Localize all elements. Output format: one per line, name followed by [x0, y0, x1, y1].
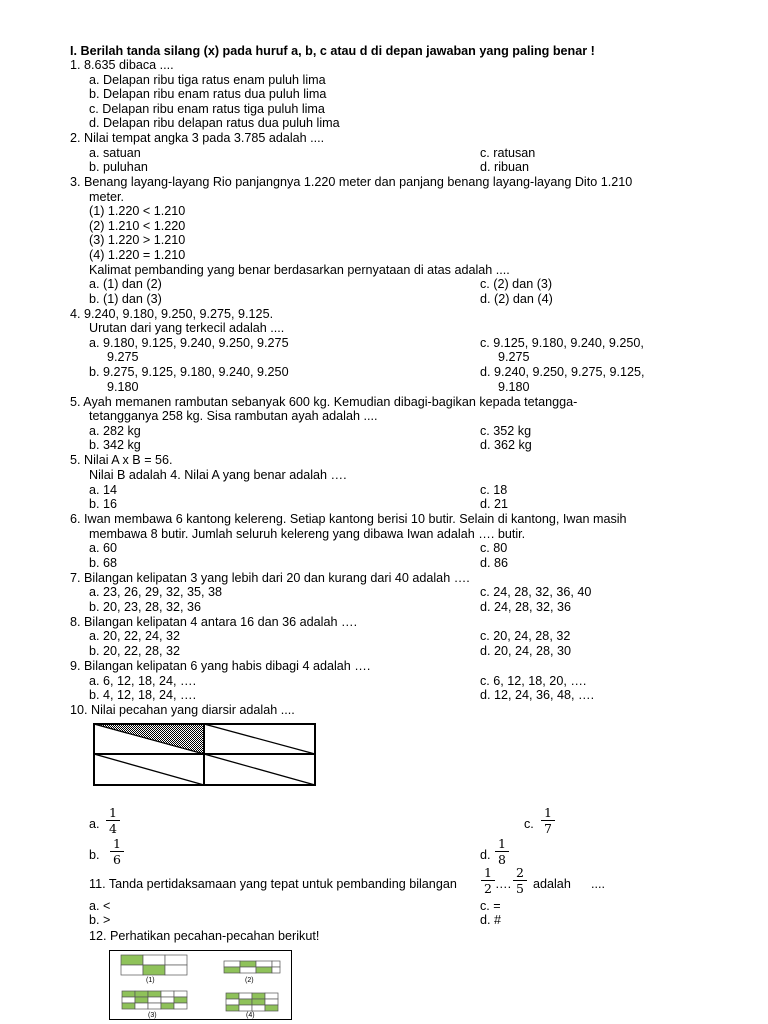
question-12-picture-3-cell [122, 1003, 135, 1009]
question-12-picture-4-cell [239, 1005, 252, 1011]
question-2-option-b[interactable]: b. puluhan [89, 160, 148, 174]
question-5b-option-c[interactable]: c. 18 [480, 483, 508, 497]
question-12-picture-3-cell [174, 991, 187, 997]
question-12-picture-1-cell [143, 955, 165, 965]
question-12-picture-1-cell [143, 965, 165, 975]
question-4-option-a-cont: 9.275 [107, 350, 139, 364]
question-7-option-c[interactable]: c. 24, 28, 32, 36, 40 [480, 585, 592, 599]
question-12-picture-4-cell [239, 999, 252, 1005]
question-12-picture-2-cell [272, 967, 280, 973]
question-11-option-a[interactable]: a. < [89, 899, 111, 913]
question-1-stem: 1. 8.635 dibaca .... [70, 58, 174, 72]
question-10-option-c-fraction[interactable]: 1 7 [541, 806, 555, 835]
question-2-stem: 2. Nilai tempat angka 3 pada 3.785 adalah .... [70, 131, 325, 145]
question-12-picture-1-cell [121, 955, 143, 965]
question-12-picture-3-cell [122, 991, 135, 997]
question-4-option-b[interactable]: b. 9.275, 9.125, 9.180, 9.240, 9.250 [89, 365, 289, 379]
question-12-picture-4 [226, 993, 278, 1011]
question-5a-option-a[interactable]: a. 282 kg [89, 424, 141, 438]
question-6-stem-line-1: 6. Iwan membawa 6 kantong kelereng. Setiap kantong berisi 10 butir. Selain di kantong, Iwan masih [70, 512, 627, 526]
question-12-picture-3-cell [135, 997, 148, 1003]
question-10-option-a-fraction[interactable]: 1 4 [106, 806, 120, 835]
question-1-option-b[interactable]: b. Delapan ribu enam ratus dua puluh lima [89, 87, 327, 101]
question-9-option-a[interactable]: a. 6, 12, 18, 24, …. [89, 674, 197, 688]
question-3-option-a[interactable]: a. (1) dan (2) [89, 277, 162, 291]
question-10-option-a-label[interactable]: a. [89, 817, 100, 831]
question-12-label-3: (3) [148, 1012, 157, 1019]
question-11-option-c[interactable]: c. = [480, 899, 501, 913]
question-12-picture-4-cell [252, 993, 265, 999]
question-7-stem: 7. Bilangan kelipatan 3 yang lebih dari 20 dan kurang dari 40 adalah …. [70, 571, 470, 585]
question-3-statement-3: (3) 1.220 > 1.210 [89, 233, 186, 247]
question-12-label-1: (1) [146, 977, 155, 984]
question-12-picture-2-cell [224, 961, 240, 967]
question-4-option-d-cont: 9.180 [498, 380, 530, 394]
question-11-option-b[interactable]: b. > [89, 913, 111, 927]
question-2-option-d[interactable]: d. ribuan [480, 160, 530, 174]
question-10-stem: 10. Nilai pecahan yang diarsir adalah .... [70, 703, 295, 717]
question-11-fraction-2: 2 5 [513, 866, 527, 895]
question-12-fraction-pictures [110, 951, 290, 1018]
question-5b-option-a[interactable]: a. 14 [89, 483, 118, 497]
question-5b-stem: 5. Nilai A x B = 56. [70, 453, 173, 467]
question-7-option-b[interactable]: b. 20, 23, 28, 32, 36 [89, 600, 202, 614]
question-6-option-c[interactable]: c. 80 [480, 541, 508, 555]
question-9-option-c[interactable]: c. 6, 12, 18, 20, …. [480, 674, 587, 688]
question-12-picture-2-cell [240, 967, 256, 973]
question-5a-stem-line-2: tetangganya 258 kg. Sisa rambutan ayah adalah .... [89, 409, 378, 423]
question-8-option-d[interactable]: d. 20, 24, 28, 30 [480, 644, 572, 658]
question-10-option-d-fraction[interactable]: 1 8 [495, 837, 509, 866]
question-6-option-d[interactable]: d. 86 [480, 556, 509, 570]
question-11-option-d[interactable]: d. # [480, 913, 502, 927]
question-10-shaded-rectangle-figure [92, 722, 318, 788]
question-12-picture-3-cell [174, 997, 187, 1003]
question-9-option-d[interactable]: d. 12, 24, 36, 48, …. [480, 688, 595, 702]
question-3-statement-1: (1) 1.220 < 1.210 [89, 204, 186, 218]
question-12-picture-3-cell [148, 1003, 161, 1009]
question-12-picture-3-cell [174, 1003, 187, 1009]
question-4-option-c[interactable]: c. 9.125, 9.180, 9.240, 9.250, [480, 336, 644, 350]
question-11-tail: adalah [533, 877, 571, 891]
question-12-picture-3 [122, 991, 187, 1009]
question-5a-option-c[interactable]: c. 352 kg [480, 424, 532, 438]
question-10-option-d-label[interactable]: d. [480, 848, 491, 862]
question-12-picture-2-cell [224, 967, 240, 973]
question-8-option-a[interactable]: a. 20, 22, 24, 32 [89, 629, 181, 643]
question-2-option-c[interactable]: c. ratusan [480, 146, 536, 160]
question-12-picture-3-cell [148, 997, 161, 1003]
question-5b-option-b[interactable]: b. 16 [89, 497, 118, 511]
question-10-option-c-label[interactable]: c. [524, 817, 534, 831]
question-3-stem-line-1: 3. Benang layang-layang Rio panjangnya 1.220 meter dan panjang benang layang-layang Dito 1.210 [70, 175, 633, 189]
question-12-picture-3-cell [148, 991, 161, 997]
question-7-option-a[interactable]: a. 23, 26, 29, 32, 35, 38 [89, 585, 223, 599]
question-12-picture-1-cell [121, 965, 143, 975]
question-10-option-b-label[interactable]: b. [89, 848, 100, 862]
question-5a-option-b[interactable]: b. 342 kg [89, 438, 141, 452]
question-12-stem: 12. Perhatikan pecahan-pecahan berikut! [89, 929, 320, 943]
question-12-picture-3-cell [161, 1003, 174, 1009]
question-2-option-a[interactable]: a. satuan [89, 146, 141, 160]
question-3-stem-line-2: meter. [89, 190, 124, 204]
question-4-option-b-cont: 9.180 [107, 380, 139, 394]
question-10-option-b-fraction[interactable]: 1 6 [110, 837, 124, 866]
instruction-heading: I. Berilah tanda silang (x) pada huruf a, b, c atau d di depan jawaban yang paling benar ! [70, 44, 595, 58]
question-1-option-a[interactable]: a. Delapan ribu tiga ratus enam puluh lima [89, 73, 326, 87]
question-4-ask: Urutan dari yang terkecil adalah .... [89, 321, 285, 335]
question-9-stem: 9. Bilangan kelipatan 6 yang habis dibagi 4 adalah …. [70, 659, 371, 673]
question-9-option-b[interactable]: b. 4, 12, 18, 24, …. [89, 688, 197, 702]
question-11-stem: 11. Tanda pertidaksamaan yang tepat untuk pembanding bilangan [89, 877, 457, 891]
question-8-option-c[interactable]: c. 20, 24, 28, 32 [480, 629, 571, 643]
question-12-picture-1 [121, 955, 187, 975]
question-3-ask: Kalimat pembanding yang benar berdasarkan pernyataan di atas adalah .... [89, 263, 510, 277]
question-12-picture-1-cell [165, 965, 187, 975]
question-12-figure-box [109, 950, 292, 1020]
question-4-option-a[interactable]: a. 9.180, 9.125, 9.240, 9.250, 9.275 [89, 336, 289, 350]
question-5b-option-d[interactable]: d. 21 [480, 497, 509, 511]
question-12-picture-2-cell [240, 961, 256, 967]
question-12-picture-3-cell [161, 997, 174, 1003]
question-12-label-2: (2) [245, 977, 254, 984]
question-12-picture-4-cell [226, 1005, 239, 1011]
question-12-picture-4-cell [252, 999, 265, 1005]
question-6-option-b[interactable]: b. 68 [89, 556, 118, 570]
question-5a-option-d[interactable]: d. 362 kg [480, 438, 532, 452]
question-12-picture-2 [224, 961, 280, 973]
question-11-fraction-1: 1 2 [481, 866, 495, 895]
question-11-dots: …. [495, 877, 512, 891]
question-3-option-b[interactable]: b. (1) dan (3) [89, 292, 162, 306]
question-12-picture-4-cell [226, 993, 239, 999]
question-4-option-d[interactable]: d. 9.240, 9.250, 9.275, 9.125, [480, 365, 645, 379]
question-1-option-d[interactable]: d. Delapan ribu delapan ratus dua puluh lima [89, 116, 340, 130]
question-8-option-b[interactable]: b. 20, 22, 28, 32 [89, 644, 181, 658]
question-7-option-d[interactable]: d. 24, 28, 32, 36 [480, 600, 572, 614]
question-6-option-a[interactable]: a. 60 [89, 541, 118, 555]
question-12-picture-4-cell [265, 1005, 278, 1011]
question-3-option-c[interactable]: c. (2) dan (3) [480, 277, 553, 291]
question-12-picture-3-cell [122, 997, 135, 1003]
question-12-picture-4-cell [239, 993, 252, 999]
question-12-picture-2-cell [272, 961, 280, 967]
question-12-picture-4-cell [226, 999, 239, 1005]
question-12-picture-4-cell [265, 999, 278, 1005]
question-4-stem: 4. 9.240, 9.180, 9.250, 9.275, 9.125. [70, 307, 274, 321]
question-3-statement-4: (4) 1.220 = 1.210 [89, 248, 186, 262]
question-12-label-4: (4) [246, 1012, 255, 1019]
question-3-statement-2: (2) 1.210 < 1.220 [89, 219, 186, 233]
question-11-tail-dots: .... [591, 877, 605, 891]
question-12-picture-3-cell [161, 991, 174, 997]
question-12-picture-2-cell [256, 967, 272, 973]
question-12-picture-3-cell [135, 1003, 148, 1009]
question-12-picture-1-cell [165, 955, 187, 965]
question-12-picture-4-cell [252, 1005, 265, 1011]
question-5a-stem-line-1: 5. Ayah memanen rambutan sebanyak 600 kg. Kemudian dibagi-bagikan kepada tetangga- [70, 395, 578, 409]
question-8-stem: 8. Bilangan kelipatan 4 antara 16 dan 36 adalah …. [70, 615, 358, 629]
question-1-option-c[interactable]: c. Delapan ribu enam ratus tiga puluh lima [89, 102, 325, 116]
question-12-picture-2-cell [256, 961, 272, 967]
question-12-picture-3-cell [135, 991, 148, 997]
question-5b-ask: Nilai B adalah 4. Nilai A yang benar adalah …. [89, 468, 347, 482]
question-3-option-d[interactable]: d. (2) dan (4) [480, 292, 553, 306]
question-4-option-c-cont: 9.275 [498, 350, 530, 364]
question-12-picture-4-cell [265, 993, 278, 999]
question-6-stem-line-2: membawa 8 butir. Jumlah seluruh kelereng yang dibawa Iwan adalah …. butir. [89, 527, 526, 541]
